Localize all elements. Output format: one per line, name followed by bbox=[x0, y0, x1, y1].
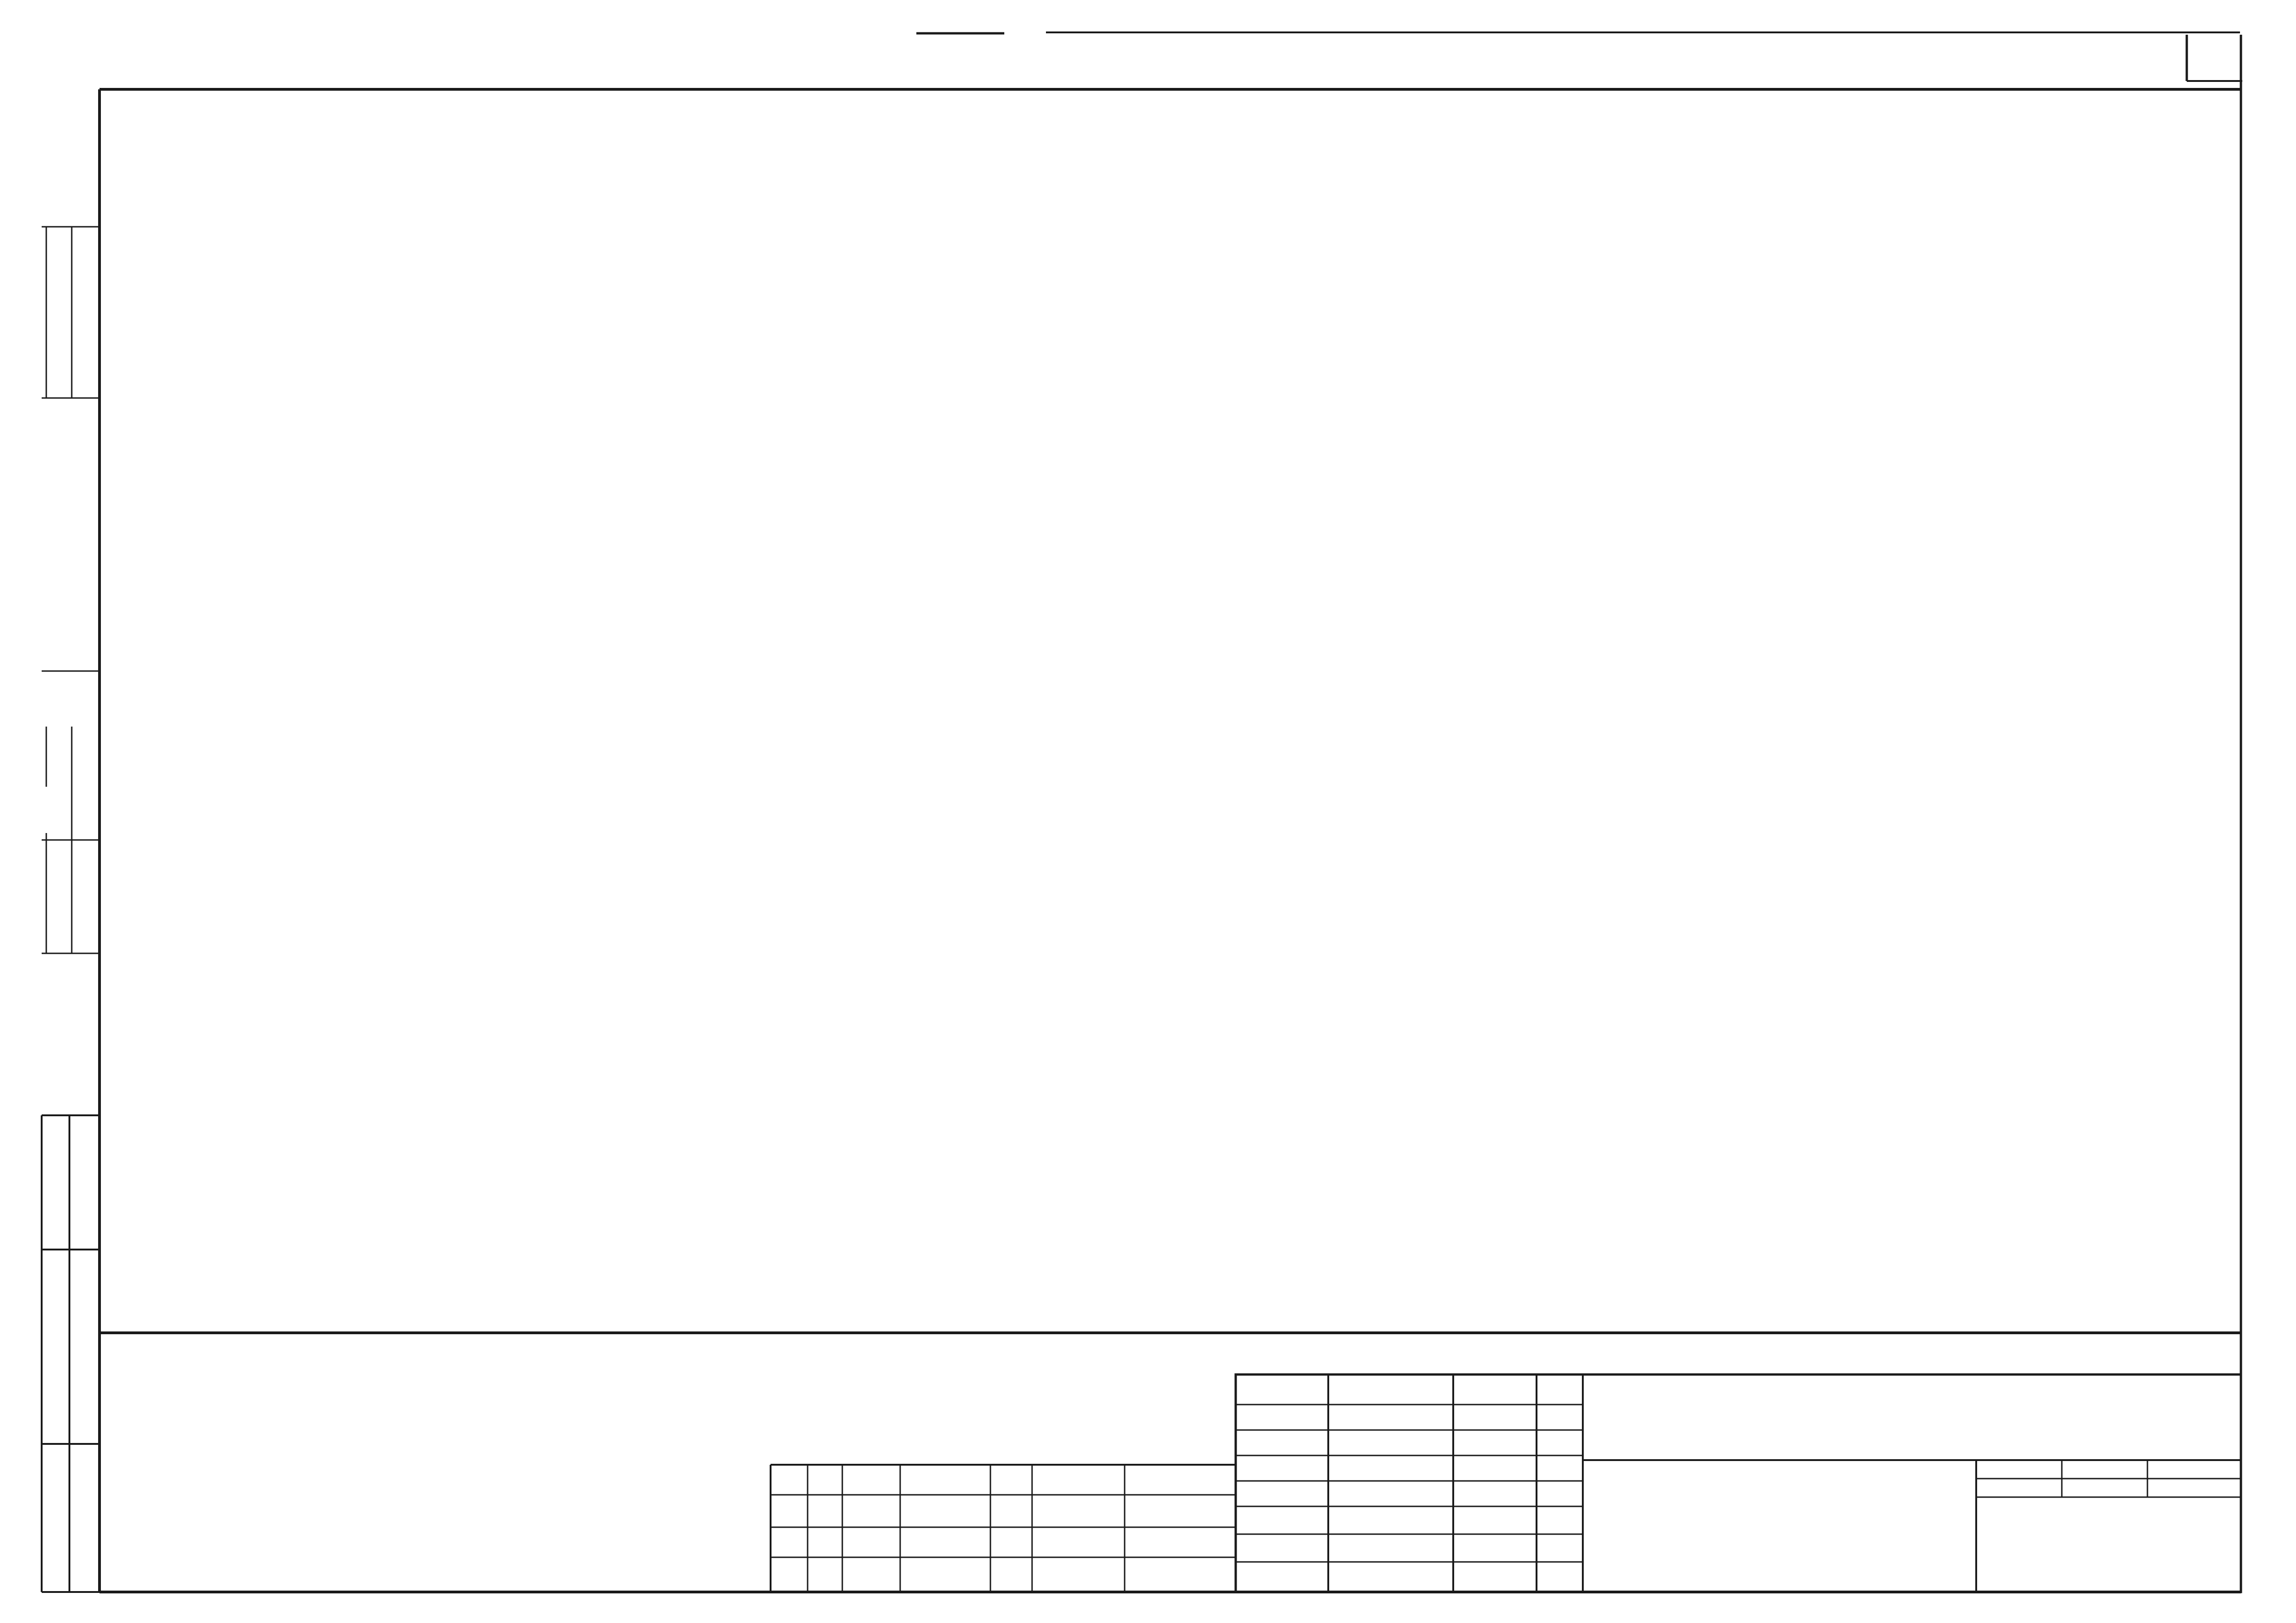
organization-unit bbox=[1981, 1570, 2240, 1588]
